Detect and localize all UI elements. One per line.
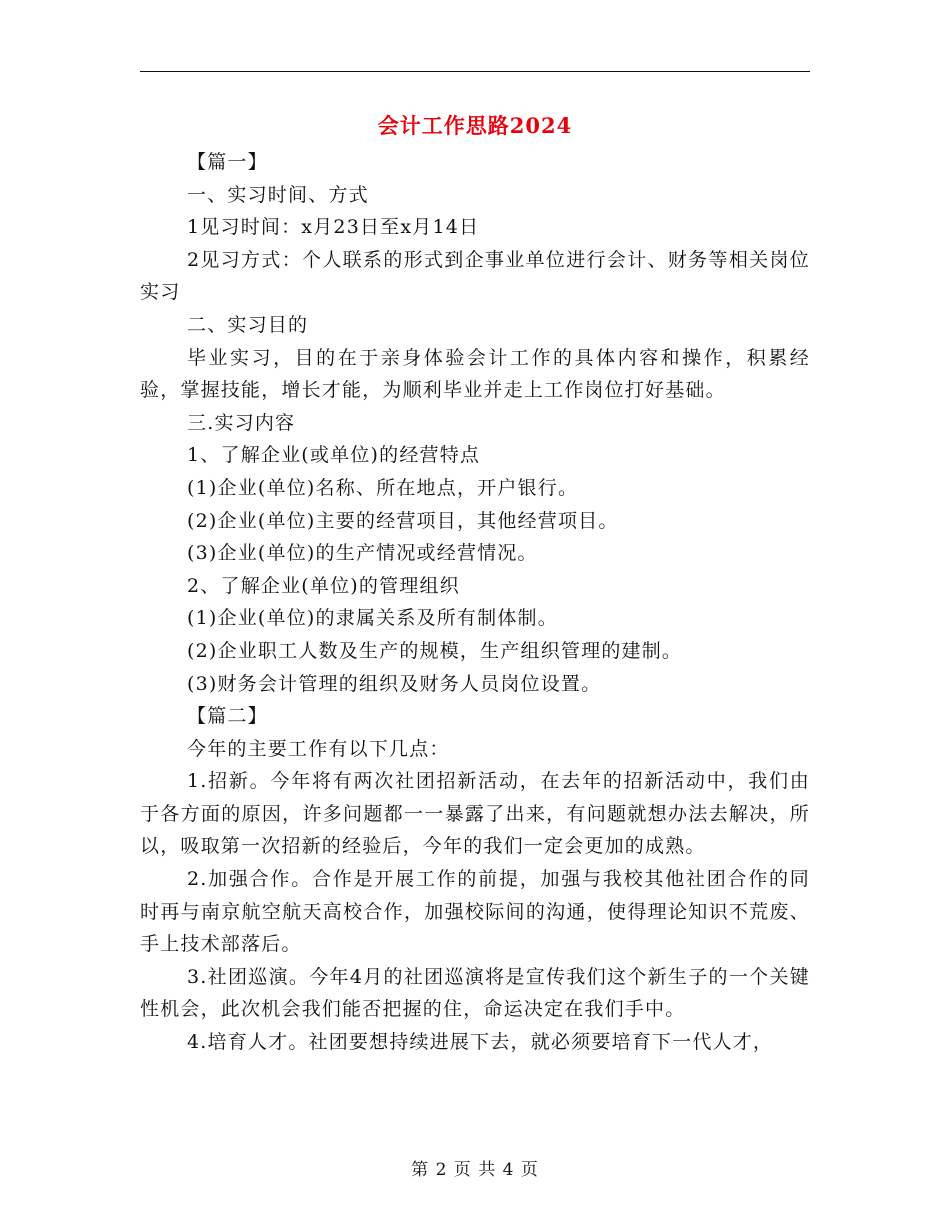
list-item: (3)企业(单位)的生产情况或经营情况。	[187, 542, 538, 565]
section-heading-part-one: 【篇一】	[187, 151, 268, 173]
paragraph-talent-cultivation: 4.培育人才。社团要想持续进展下去，就必须要培育下一代人才，	[187, 1031, 774, 1054]
page-number: 第 2 页 共 4 页	[411, 1160, 539, 1180]
list-item: (1)企业(单位)的隶属关系及所有制体制。	[187, 607, 558, 630]
paragraph-club-tour: 3.社团巡演。今年4月的社团巡演将是宣传我们这个新生子的一个关键性机会，此次机会我们能否把握的住，命运决定在我们手中。	[140, 965, 810, 1021]
heading-internship-time: 一、实习时间、方式	[187, 183, 369, 206]
paragraph-business-features: 1、了解企业(或单位)的经营特点	[187, 444, 481, 467]
paragraph-management-organization: 2、了解企业(单位)的管理组织	[187, 574, 460, 597]
paragraph-main-work-intro: 今年的主要工作有以下几点：	[187, 737, 450, 760]
document-title: 会计工作思路2024	[377, 113, 573, 138]
header-rule	[140, 71, 810, 72]
paragraph-cooperation: 2.加强合作。合作是开展工作的前提，加强与我校其他社团合作的同时再与南京航空航天高校合作，加强校际间的沟通，使得理论知识不荒废、手上技术部落后。	[140, 868, 810, 956]
list-item: (2)企业职工人数及生产的规模，生产组织管理的建制。	[187, 639, 683, 662]
heading-internship-content: 三.实习内容	[187, 411, 296, 434]
heading-internship-purpose: 二、实习目的	[187, 313, 309, 336]
section-heading-part-two: 【篇二】	[187, 705, 268, 728]
paragraph-recruitment: 1.招新。今年将有两次社团招新活动，在去年的招新活动中，我们由于各方面的原因，许多问题都一一暴露了出来，有问题就想办法去解决，所以，吸取第一次招新的经验后，今年的我们一定会更加的成熟。	[140, 770, 810, 858]
paragraph-internship-purpose: 毕业实习，目的在于亲身体验会计工作的具体内容和操作，积累经验，掌握技能，增长才能，为顺利毕业并走上工作岗位打好基础。	[140, 346, 810, 402]
paragraph-internship-dates: 1见习时间：x月23日至x月14日	[187, 216, 480, 239]
list-item: (1)企业(单位)名称、所在地点，开户银行。	[187, 476, 579, 499]
list-item: (2)企业(单位)主要的经营项目，其他经营项目。	[187, 509, 619, 532]
document-body	[140, 146, 810, 1059]
paragraph-internship-method: 2见习方式：个人联系的形式到企事业单位进行会计、财务等相关岗位实习	[140, 248, 810, 304]
list-item: (3)财务会计管理的组织及财务人员岗位设置。	[187, 672, 602, 695]
